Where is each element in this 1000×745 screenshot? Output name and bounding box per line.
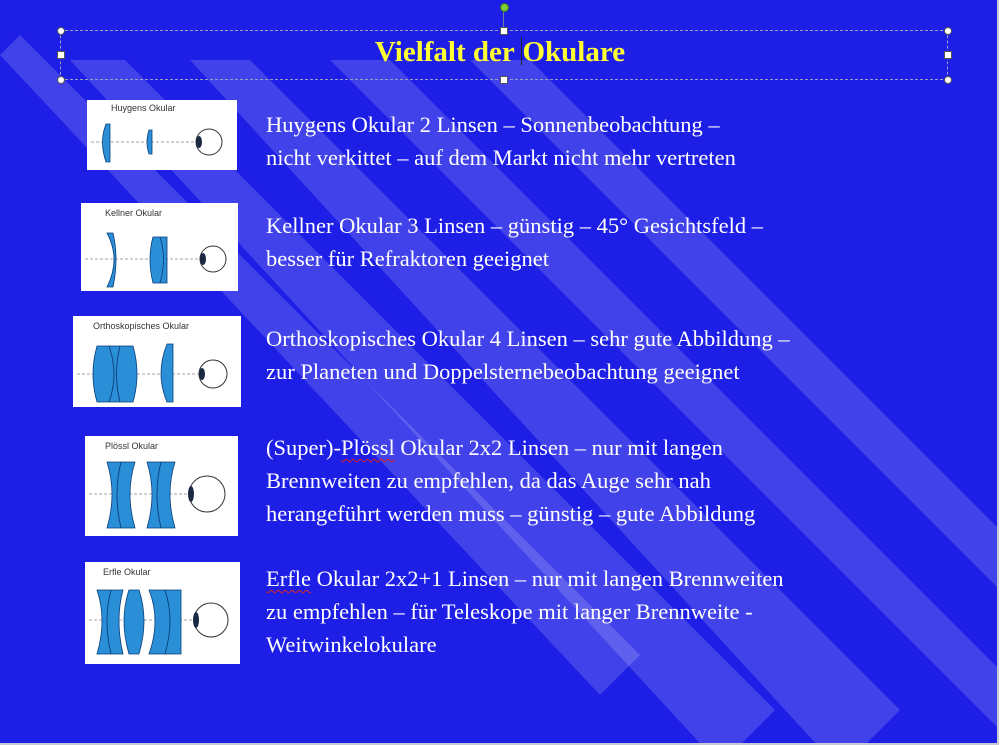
huygens-line-2: nicht verkittet – auf dem Markt nicht mehr vertreten (266, 145, 736, 170)
kellner-caption: Kellner Okular (105, 208, 163, 218)
erfle-lens-diagram (85, 562, 240, 664)
kellner-description[interactable] (266, 209, 763, 275)
orthoskopisches-line-2: zur Planeten und Doppelsternebeobachtung geeignet (266, 359, 740, 384)
resize-handle-bottom-left[interactable] (57, 76, 65, 84)
ploessl-description[interactable] (266, 431, 755, 530)
ploessl-spell-marked-word[interactable]: Plössl (340, 435, 395, 460)
orthoskopisches-line-1: Orthoskopisches Okular 4 Linsen – sehr gute Abbildung – (266, 326, 790, 351)
erfle-line-1-rest: Okular 2x2+1 Linsen – nur mit langen Brennweiten (310, 566, 784, 591)
slide-title-text-tail: Okulare (522, 36, 626, 68)
kellner-lens-diagram (81, 203, 238, 291)
erfle-line-3: Weitwinkelokulare (266, 632, 437, 657)
kellner-line-2: besser für Refraktoren geeignet (266, 246, 549, 271)
orthoskopisches-description[interactable] (266, 322, 790, 388)
kellner-eyepiece-image[interactable] (81, 203, 238, 291)
ploessl-line-1-prefix: (Super)- (266, 435, 341, 460)
resize-handle-top-left[interactable] (57, 27, 65, 35)
erfle-spell-marked-word[interactable]: Erfle (266, 566, 311, 591)
resize-handle-bottom-right[interactable] (944, 76, 952, 84)
erfle-line-1 (266, 562, 784, 595)
huygens-eyepiece-image[interactable] (87, 100, 237, 170)
huygens-lens-diagram (87, 100, 237, 170)
ploessl-line-1-rest: Okular 2x2 Linsen – nur mit langen (394, 435, 723, 460)
resize-handle-bottom[interactable] (500, 76, 508, 84)
erfle-line-2: zu empfehlen – für Teleskope mit langer Brennweite - (266, 599, 753, 624)
slide-title[interactable] (0, 36, 999, 69)
kellner-line-1: Kellner Okular 3 Linsen – günstig – 45° Gesichtsfeld – (266, 213, 764, 238)
huygens-line-1: Huygens Okular 2 Linsen – Sonnenbeobachtung – (266, 112, 720, 137)
rotation-handle[interactable] (500, 3, 509, 12)
ploessl-line-2: Brennweiten zu empfehlen, da das Auge sehr nah (266, 468, 711, 493)
ploessl-lens-diagram (85, 436, 238, 536)
erfle-description[interactable] (266, 562, 784, 661)
ploessl-caption: Plössl Okular (105, 441, 159, 451)
ploessl-line-3: herangeführt werden muss – günstig – gute Abbildung (266, 501, 756, 526)
slide-title-text: Vielfalt der (374, 36, 522, 68)
ploessl-eyepiece-image[interactable] (85, 436, 238, 536)
erfle-eyepiece-image[interactable] (85, 562, 240, 664)
orthoskopisches-eyepiece-image[interactable] (73, 316, 241, 407)
orthoskopisches-caption: Orthoskopisches Okular (93, 321, 190, 331)
huygens-caption: Huygens Okular (111, 103, 176, 113)
ploessl-line-1 (266, 431, 755, 464)
resize-handle-top[interactable] (500, 27, 508, 35)
resize-handle-top-right[interactable] (944, 27, 952, 35)
erfle-caption: Erfle Okular (103, 567, 151, 577)
orthoskopisches-lens-diagram (73, 316, 241, 407)
huygens-description[interactable] (266, 108, 736, 174)
